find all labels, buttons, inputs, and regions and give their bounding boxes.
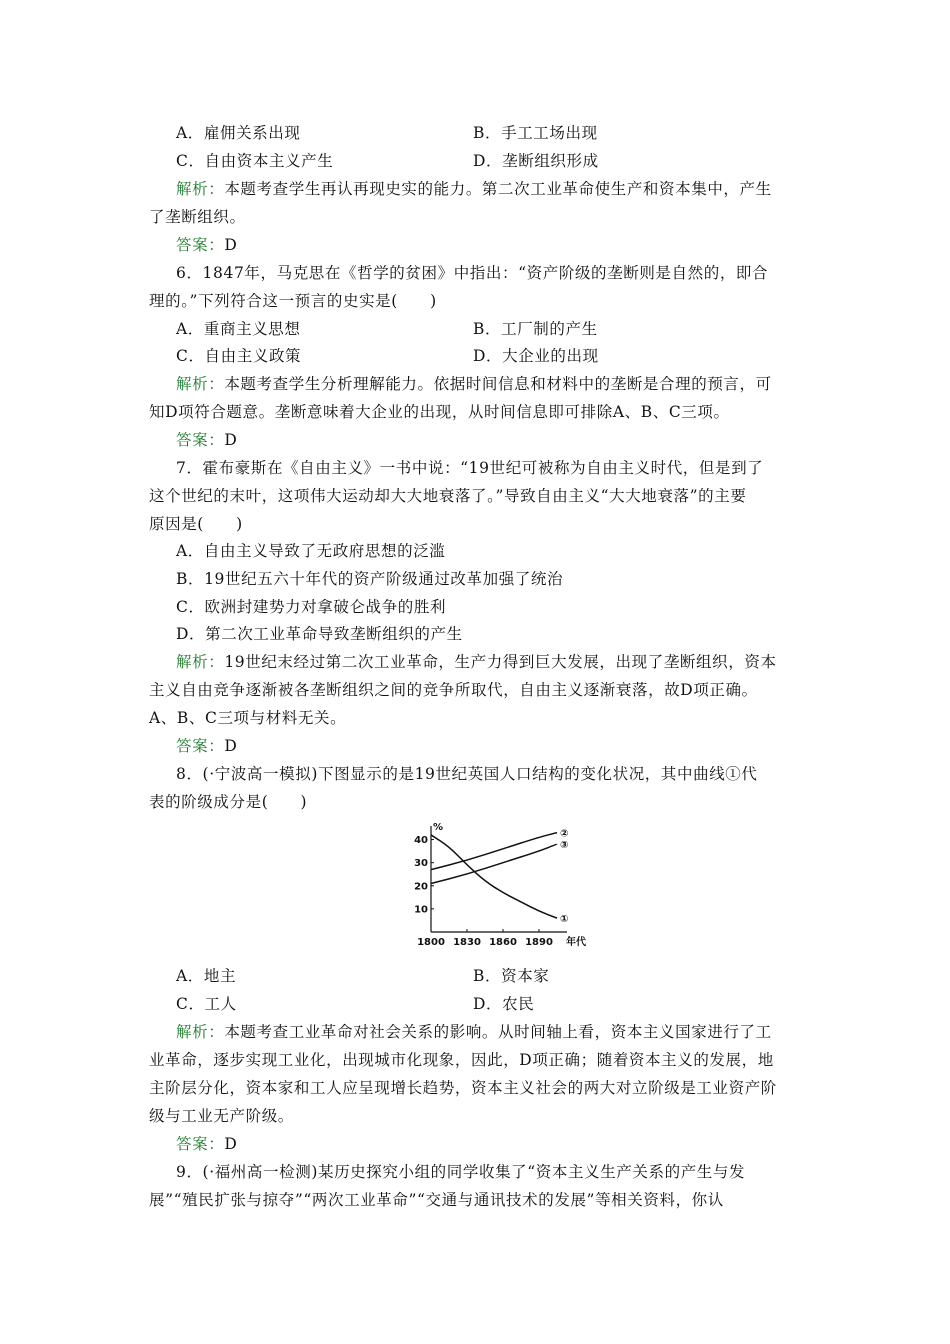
series-line-3 <box>431 844 557 883</box>
q6-stem-line-2: 理的。”下列符合这一预言的史实是( ) <box>149 292 437 310</box>
q6-answer <box>176 430 237 450</box>
analysis-label: 解析： <box>176 180 225 198</box>
y-tick-label: 20 <box>414 881 428 893</box>
q8-stem-line-1: 8．(·宁波高一模拟)下图显示的是19世纪英国人口结构的变化状况，其中曲线①代 <box>176 765 758 783</box>
q5-option-c: C．自由资本主义产生 <box>176 152 334 170</box>
q8-option-a: A．地主 <box>176 967 237 985</box>
q7-analysis-line-1 <box>176 652 777 672</box>
q7-analysis-line-3: A、B、C三项与材料无关。 <box>149 709 347 727</box>
q9-stem-line-2: 展”“殖民扩张与掠夺”“两次工业革命”“交通与通讯技术的发展”等相关资料，你认 <box>149 1191 724 1209</box>
q7-stem-line-1: 7．霍布豪斯在《自由主义》一书中说：“19世纪可被称为自由主义时代，但是到了 <box>176 459 764 477</box>
q8-analysis-line-1 <box>176 1022 772 1042</box>
q6-option-d: D．大企业的出现 <box>473 347 599 365</box>
q5-option-b: B．手工工场出现 <box>473 124 598 142</box>
x-axis-label: 年代 <box>566 937 586 948</box>
q5-analysis-line-2: 了垄断组织。 <box>149 208 246 226</box>
q5-option-d: D．垄断组织形成 <box>473 152 599 170</box>
q6-stem-line-1: 6．1847年，马克思在《哲学的贫困》中指出：“资产阶级的垄断则是自然的，即合 <box>176 264 769 282</box>
x-tick-label: 1890 <box>525 937 553 948</box>
q7-option-d: D．第二次工业革命导致垄断组织的产生 <box>176 625 463 643</box>
q8-option-d: D．农民 <box>473 995 535 1013</box>
y-tick-label: 30 <box>414 858 428 870</box>
series-label-3: ③ <box>560 840 569 852</box>
y-tick-label: 40 <box>414 835 428 847</box>
answer-label: 答案： <box>176 431 225 449</box>
q7-stem-line-3: 原因是( ) <box>149 515 243 533</box>
q6-option-a: A．重商主义思想 <box>176 320 301 338</box>
chart-series <box>431 833 557 919</box>
x-tick-label: 1860 <box>489 937 517 948</box>
q5-analysis-line-1 <box>176 179 772 199</box>
q8-option-c: C．工人 <box>176 995 237 1013</box>
q7-answer <box>176 736 237 756</box>
answer-label: 答案： <box>176 236 225 254</box>
q6-analysis-text: 本题考查学生分析理解能力。依据时间信息和材料中的垄断是合理的预言，可 <box>224 375 772 393</box>
q8-stem-line-2: 表的阶级成分是( ) <box>149 793 308 811</box>
q7-answer-value: D <box>224 737 238 755</box>
q8-analysis-text: 本题考查工业革命对社会关系的影响。从时间轴上看，资本主义国家进行了工 <box>224 1023 772 1041</box>
q6-analysis-line-1 <box>176 374 772 394</box>
x-tick-label: 1830 <box>453 937 481 948</box>
q5-answer-value: D <box>224 236 238 254</box>
q7-stem-line-2: 这个世纪的末叶，这项伟大运动却大大地衰落了。”导致自由主义“大大地衰落”的主要 <box>149 487 747 505</box>
answer-label: 答案： <box>176 1135 225 1153</box>
q6-answer-value: D <box>224 431 238 449</box>
x-tick-label: 1800 <box>417 937 445 948</box>
q7-option-c: C．欧洲封建势力对拿破仑战争的胜利 <box>176 598 447 616</box>
q8-option-b: B．资本家 <box>473 967 550 985</box>
q7-option-a: A．自由主义导致了无政府思想的泛滥 <box>176 542 446 560</box>
analysis-label: 解析： <box>176 1023 225 1041</box>
q7-analysis-line-2: 主义自由竞争逐渐被各垄断组织之间的竞争所取代，自由主义逐渐衰落，故D项正确。 <box>149 681 758 699</box>
analysis-label: 解析： <box>176 653 225 671</box>
q8-analysis-line-4: 级与工业无产阶级。 <box>149 1107 294 1125</box>
q8-answer <box>176 1134 237 1154</box>
q7-analysis-text: 19世纪末经过第二次工业革命，生产力得到巨大发展，出现了垄断组织，资本 <box>224 653 777 671</box>
q5-answer <box>176 235 237 255</box>
q8-analysis-line-3: 主阶层分化，资本家和工人应呈现增长趋势，资本主义社会的两大对立阶级是工业资产阶 <box>149 1079 777 1097</box>
q9-stem-line-1: 9．(·福州高一检测)某历史探究小组的同学收集了“资本主义生产关系的产生与发 <box>176 1163 746 1181</box>
q5-analysis-text: 本题考查学生再认再现史实的能力。第二次工业革命使生产和资本集中，产生 <box>224 180 772 198</box>
y-tick-label: 10 <box>414 904 428 916</box>
answer-label: 答案： <box>176 737 225 755</box>
q6-analysis-line-2: 知D项符合题意。垄断意味着大企业的出现，从时间信息即可排除A、B、C三项。 <box>149 403 730 421</box>
y-axis-label: % <box>433 822 444 833</box>
series-line-1 <box>431 835 557 918</box>
q5-option-a: A．雇佣关系出现 <box>176 124 301 142</box>
analysis-label: 解析： <box>176 375 225 393</box>
series-label-1: ① <box>560 914 569 926</box>
q6-option-b: B．工厂制的产生 <box>473 320 598 338</box>
q8-analysis-line-2: 业革命，逐步实现工业化，出现城市化现象，因此，D项正确；随着资本主义的发展，地 <box>149 1051 774 1069</box>
q7-option-b: B．19世纪五六十年代的资产阶级通过改革加强了统治 <box>176 570 564 588</box>
q6-option-c: C．自由主义政策 <box>176 347 302 365</box>
chart-axes <box>431 826 567 932</box>
series-label-2: ② <box>560 828 569 840</box>
population-structure-chart <box>405 820 586 955</box>
q8-answer-value: D <box>224 1135 238 1153</box>
